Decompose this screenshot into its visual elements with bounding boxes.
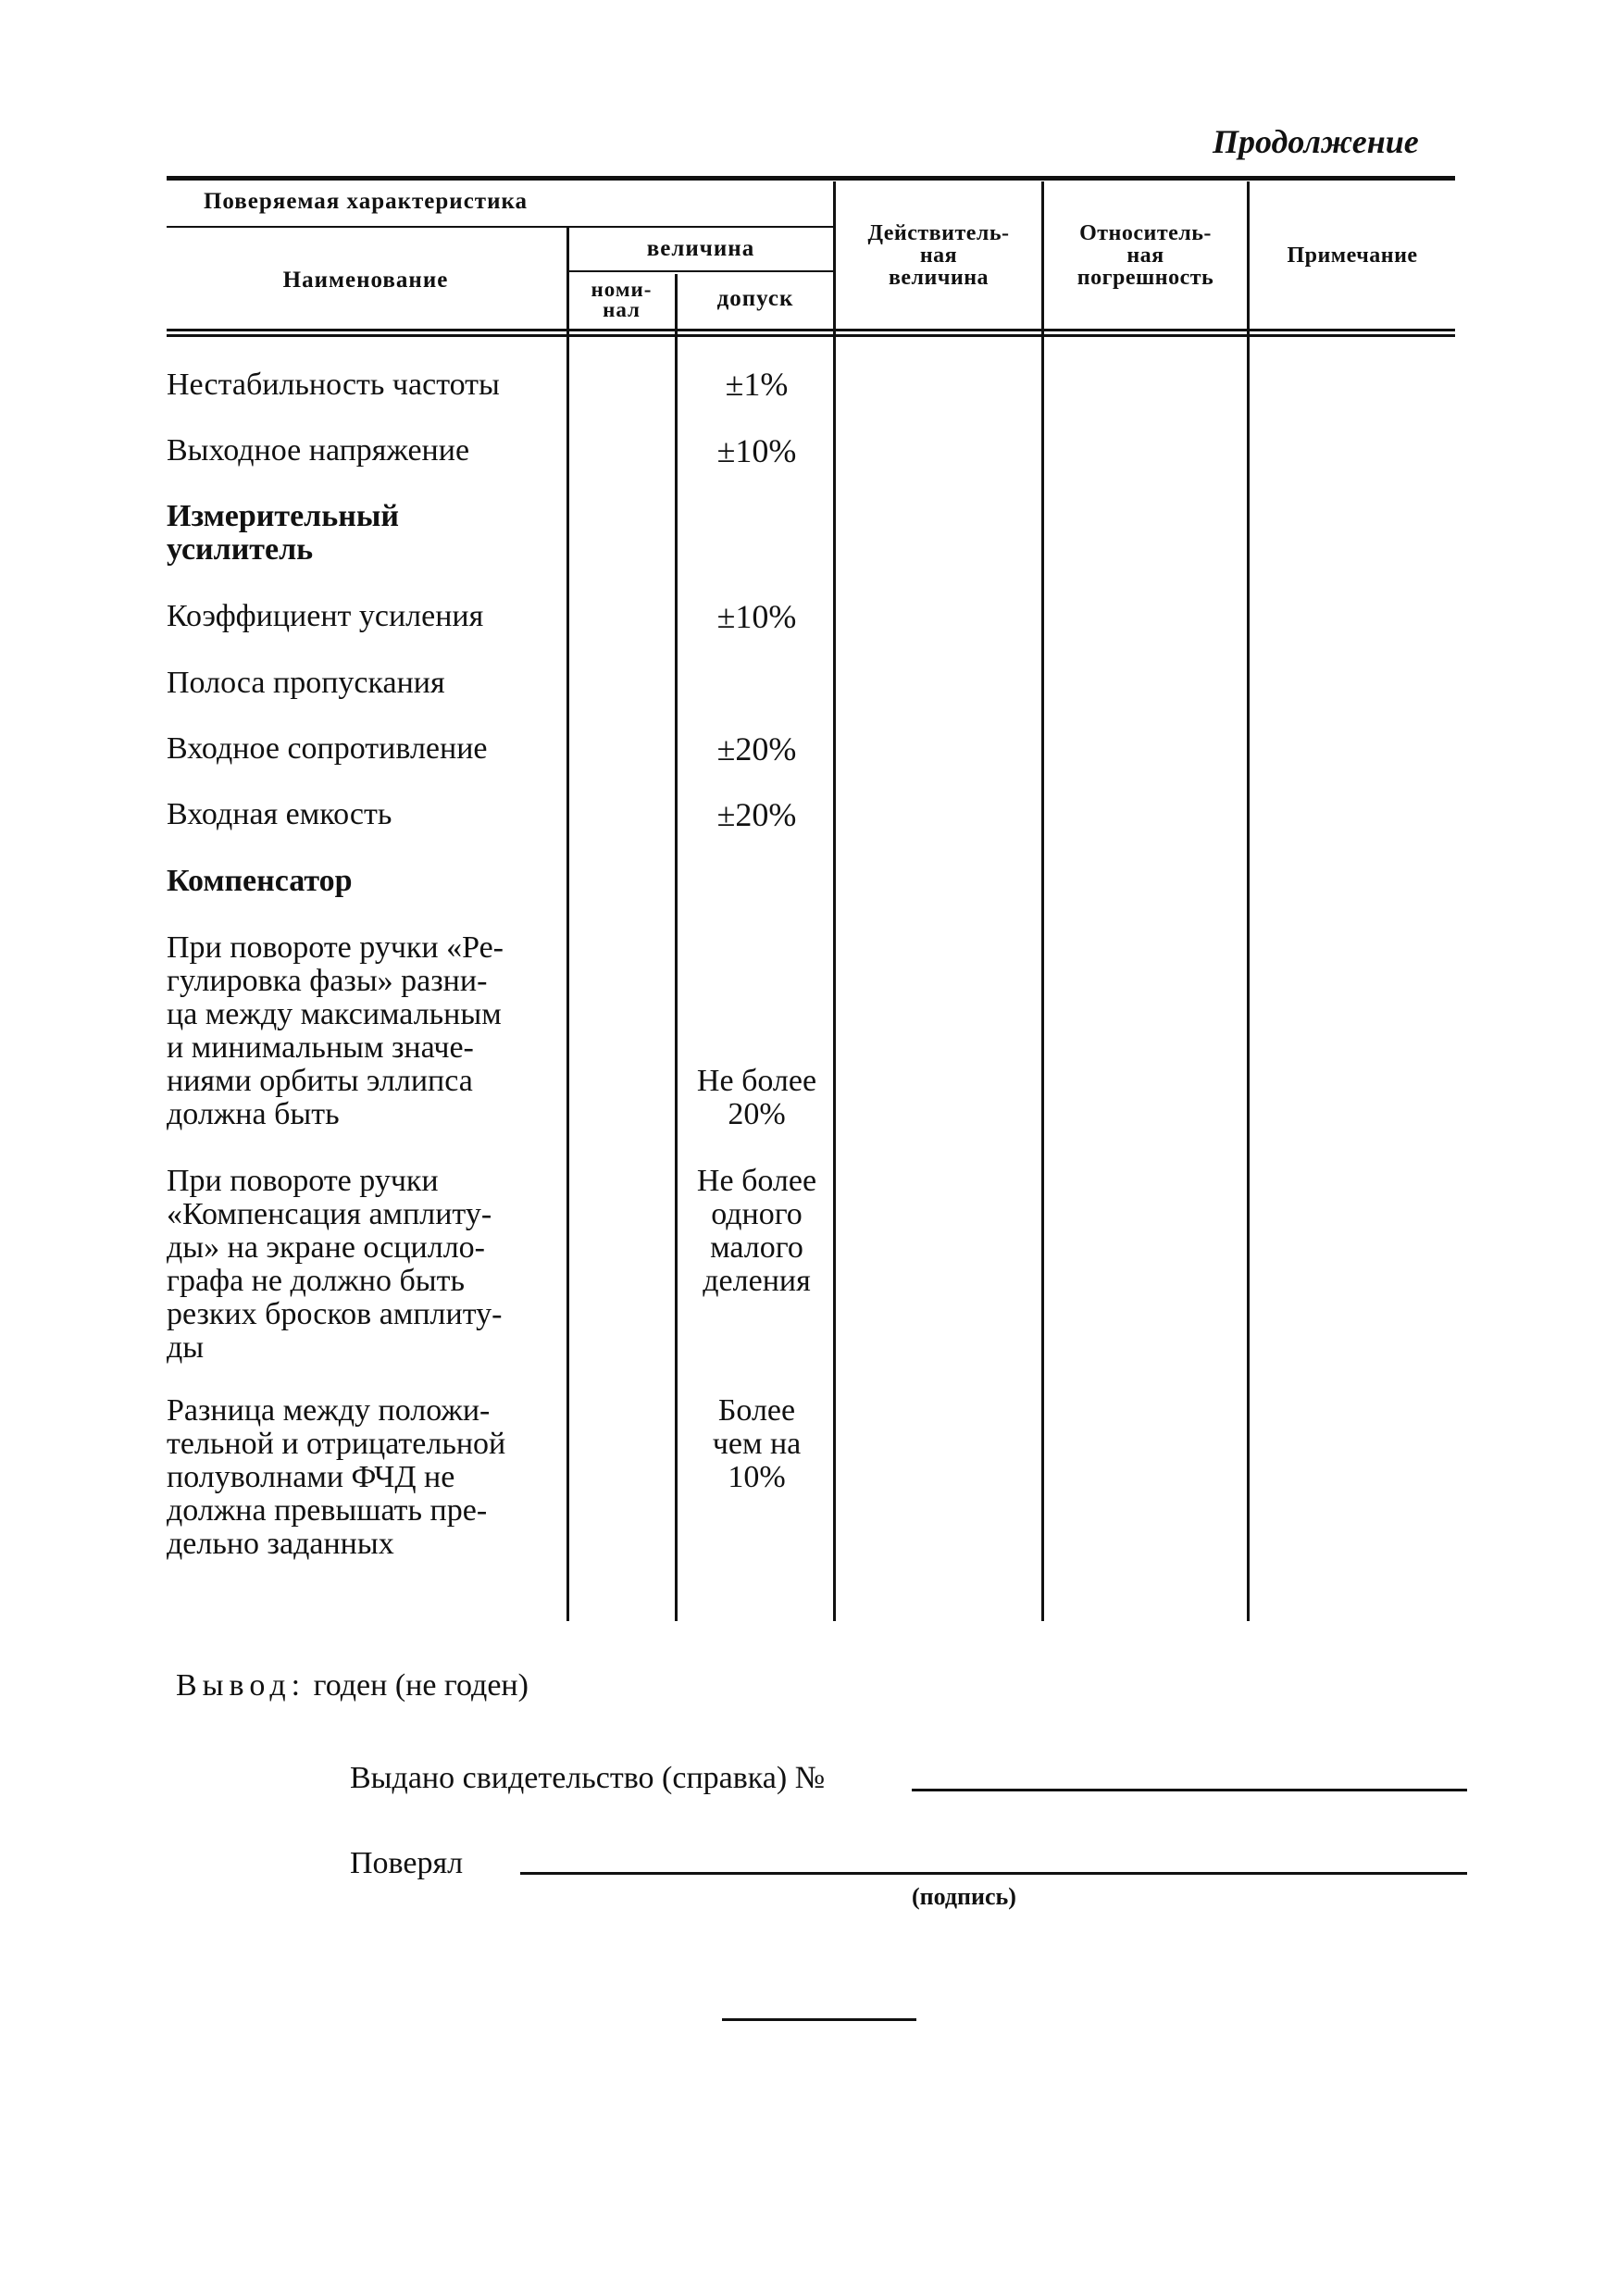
header-tolerance: допуск xyxy=(716,286,794,311)
end-rule xyxy=(722,2018,916,2021)
column-divider xyxy=(675,274,678,1621)
row-name: Входное сопротивление xyxy=(167,731,488,766)
certificate-number-blank[interactable] xyxy=(912,1789,1467,1791)
table-top-rule xyxy=(167,176,1455,181)
row-tolerance: ±1% xyxy=(725,366,789,403)
verifier-label: Поверял xyxy=(350,1846,464,1880)
row-tolerance: ±10% xyxy=(716,432,797,469)
row-name: При повороте ручки «Компенсация амплиту- ды» на экране осцилло- графа не должно быть резких бросков амплиту- ды xyxy=(167,1164,503,1365)
row-tolerance: ±20% xyxy=(716,796,797,833)
column-divider xyxy=(1041,181,1044,1621)
certificate-line xyxy=(350,1761,825,1796)
row-name: Входная емкость xyxy=(167,797,392,831)
group-header-rule xyxy=(167,226,833,228)
value-header-rule xyxy=(566,270,833,272)
row-name: Коэффициент усиления xyxy=(167,599,484,633)
header-value: величина xyxy=(646,236,755,261)
header-group: Поверяемая характеристика xyxy=(203,189,529,214)
signature-caption: (подпись) xyxy=(912,1883,1016,1910)
conclusion-text: годен (не годен) xyxy=(313,1668,529,1703)
header-bottom-rule-2 xyxy=(167,334,1455,337)
row-tolerance: Более чем на 10% xyxy=(712,1393,802,1494)
conclusion xyxy=(176,1668,529,1703)
continuation-label: Продолжение xyxy=(1213,123,1419,160)
column-divider xyxy=(1247,181,1250,1621)
row-tolerance: Не более 20% xyxy=(696,1064,817,1131)
header-nominal: номи- нал xyxy=(591,278,653,321)
column-divider xyxy=(833,181,836,1621)
row-tolerance: ±20% xyxy=(716,730,797,767)
row-name: Полоса пропускания xyxy=(167,666,445,700)
section-heading: Измерительный усилитель xyxy=(167,499,399,567)
signature-blank[interactable] xyxy=(520,1872,1467,1875)
row-tolerance: Не более одного малого деления xyxy=(696,1164,817,1298)
column-divider xyxy=(566,226,569,1621)
header-actual: Действитель- ная величина xyxy=(867,221,1010,290)
verifier-line xyxy=(350,1846,463,1881)
header-name: Наименование xyxy=(282,268,449,293)
row-name: Выходное напряжение xyxy=(167,433,470,468)
row-name: При повороте ручки «Ре- гулировка фазы» разни- ца между максимальным и минимальным значе- ниями орбиты эллипса должна быть xyxy=(167,930,504,1131)
header-note: Примечание xyxy=(1287,243,1418,268)
section-heading: Компенсатор xyxy=(167,864,353,898)
header-bottom-rule xyxy=(167,329,1455,331)
row-name: Нестабильность частоты xyxy=(167,368,500,402)
row-name: Разница между положи- тельной и отрицательной полуволнами ФЧД не должна превышать пре- дельно заданных xyxy=(167,1393,506,1561)
certificate-label: Выдано свидетельство (справка) № xyxy=(350,1761,826,1795)
header-relative-error: Относитель- ная погрешность xyxy=(1077,221,1214,290)
row-tolerance: ±10% xyxy=(716,598,797,635)
conclusion-label: Вывод: xyxy=(176,1668,306,1703)
